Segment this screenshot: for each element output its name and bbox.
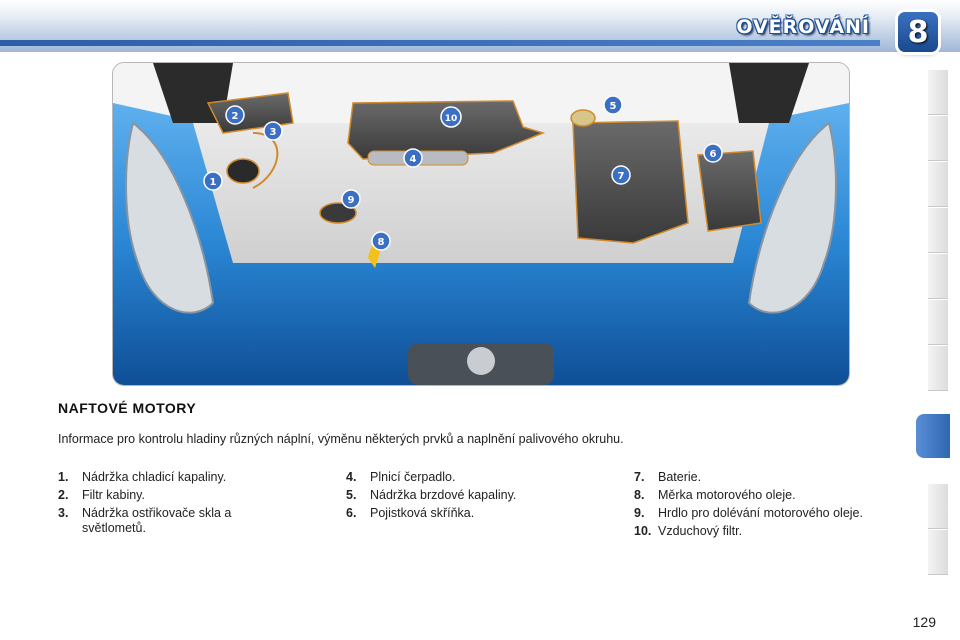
svg-text:5: 5	[609, 101, 617, 112]
chapter-tab[interactable]	[928, 346, 948, 391]
chapter-tab[interactable]	[928, 530, 948, 575]
legend-item	[634, 470, 864, 485]
legend-number: 1.	[58, 470, 69, 484]
legend-column-3	[634, 470, 864, 542]
legend-item	[58, 488, 288, 503]
svg-text:8: 8	[377, 237, 385, 248]
chapter-number-badge[interactable]: 8	[898, 12, 938, 52]
callout-9	[342, 190, 360, 208]
legend-item	[346, 488, 576, 503]
callout-3	[264, 122, 282, 140]
legend-item	[634, 506, 864, 521]
legend-number: 3.	[58, 506, 69, 520]
legend-column-2	[346, 470, 576, 524]
svg-text:9: 9	[347, 195, 355, 206]
callout-8	[372, 232, 390, 250]
legend-text: Pojistková skříňka.	[370, 506, 475, 520]
legend-item	[634, 488, 864, 503]
legend-column-1	[58, 470, 288, 539]
svg-text:10: 10	[444, 114, 458, 124]
callout-1	[204, 172, 222, 190]
legend-text: Baterie.	[658, 470, 702, 484]
callout-5	[604, 96, 622, 114]
legend-number: 6.	[346, 506, 357, 520]
callout-6	[704, 144, 722, 162]
callout-7	[612, 166, 630, 184]
legend-number: 10.	[634, 524, 652, 538]
chapter-tab[interactable]	[928, 70, 948, 115]
legend-item	[346, 506, 576, 521]
svg-text:6: 6	[709, 149, 717, 160]
legend-text: Nádržka brzdové kapaliny.	[370, 488, 517, 502]
legend-item	[58, 506, 288, 536]
legend-number: 9.	[634, 506, 645, 520]
callout-2	[226, 106, 244, 124]
legend-number: 5.	[346, 488, 357, 502]
chapter-tab-active[interactable]	[916, 414, 950, 458]
legend-number: 7.	[634, 470, 645, 484]
chapter-tab[interactable]	[928, 162, 948, 207]
callout-4	[404, 149, 422, 167]
chapter-tab[interactable]	[928, 208, 948, 253]
intro-paragraph: Informace pro kontrolu hladiny různých náplní, výměnu některých prvků a naplnění palivového okruhu.	[58, 432, 624, 446]
chapter-tab[interactable]	[928, 254, 948, 299]
svg-text:3: 3	[269, 127, 277, 138]
svg-text:7: 7	[617, 171, 625, 182]
legend-text: Měrka motorového oleje.	[658, 488, 796, 502]
legend-text: Hrdlo pro dolévání motorového oleje.	[658, 506, 863, 520]
svg-text:4: 4	[409, 154, 417, 165]
chapter-tab[interactable]	[928, 116, 948, 161]
legend-text: Nádržka ostřikovače skla a světlometů.	[82, 506, 232, 535]
header-stripe	[0, 40, 880, 46]
legend-item	[346, 470, 576, 485]
svg-text:2: 2	[231, 111, 239, 122]
engine-bay-photo	[112, 62, 850, 386]
chapter-tabs	[926, 70, 948, 575]
legend-number: 4.	[346, 470, 357, 484]
legend-number: 8.	[634, 488, 645, 502]
legend-text: Filtr kabiny.	[82, 488, 145, 502]
legend-number: 2.	[58, 488, 69, 502]
engine-bay-illustration	[113, 63, 849, 385]
legend-text: Nádržka chladicí kapaliny.	[82, 470, 227, 484]
section-title: NAFTOVÉ MOTORY	[58, 400, 197, 416]
chapter-tab[interactable]	[928, 484, 948, 529]
callout-10	[441, 107, 461, 127]
chapter-tab[interactable]	[928, 300, 948, 345]
chapter-title: OVĚŘOVÁNÍ	[736, 16, 870, 38]
svg-text:1: 1	[209, 177, 217, 188]
legend-item	[58, 470, 288, 485]
legend-text: Vzduchový filtr.	[658, 524, 743, 538]
legend-item	[634, 524, 864, 539]
page-number: 129	[912, 614, 936, 630]
legend-text: Plnicí čerpadlo.	[370, 470, 456, 484]
